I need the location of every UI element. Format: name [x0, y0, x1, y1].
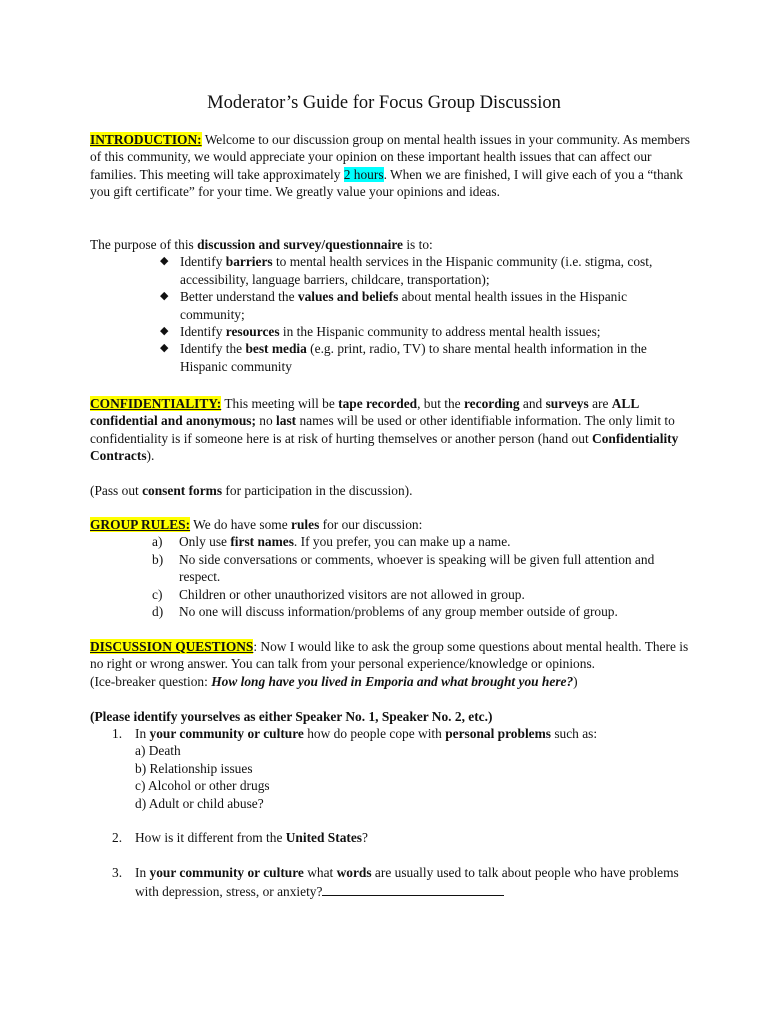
introduction-text: Welcome to our discussion group on mental health issues in your community. As members of this community, we would appreciate your opinion on these important health issues that can affect our families. This meeting will take approximately — [90, 132, 690, 182]
text: In — [135, 726, 150, 742]
purpose-lead-bold: discussion and survey/questionnaire — [197, 237, 403, 252]
bold-text: consent forms — [142, 483, 223, 498]
text: , but the — [417, 396, 464, 411]
text: and — [519, 396, 546, 411]
text: We do have some — [190, 517, 292, 532]
consent-section — [90, 482, 690, 499]
item-bold: first names — [230, 534, 294, 550]
question-number: 2. — [112, 830, 123, 846]
bold-text: tape recorded — [338, 396, 418, 411]
text: such as: — [550, 726, 598, 742]
sub-item: c) Alcohol or other drugs — [135, 778, 270, 794]
bold-text: surveys — [545, 396, 589, 411]
discussion-section — [90, 638, 690, 900]
question-item — [90, 864, 690, 900]
bold-text: last — [276, 413, 297, 429]
item-text: No side conversations or comments, whoever is speaking will be given full attention and respect. — [179, 551, 655, 585]
item-text: No one will discuss information/problems of any group member outside of group. — [179, 604, 618, 620]
bold-text: your community or culture — [149, 865, 304, 881]
consent-paragraph — [90, 482, 690, 499]
item-text: to mental health services in the Hispanic community (i.e. stigma, cost, accessibility, language barriers, childcare, transportation); — [180, 254, 653, 287]
icebreaker-question: How long have you lived in Emporia and what brought you here? — [211, 673, 574, 689]
list-item — [90, 323, 690, 340]
answer-blank[interactable] — [322, 882, 504, 896]
item-text: in the Hispanic community to address mental health issues; — [279, 324, 601, 340]
item-text: . If you prefer, you can make up a name. — [293, 534, 511, 550]
page-title: Moderator’s Guide for Focus Group Discussion — [207, 93, 561, 113]
diamond-bullet-icon: ◆ — [160, 255, 169, 268]
item-text: (e.g. print, radio, TV) to share mental health information in the Hispanic community — [180, 341, 647, 374]
purpose-lead-end: is to: — [402, 237, 433, 252]
list-item — [90, 586, 690, 603]
item-bold: resources — [225, 324, 280, 340]
text: This meeting will be — [221, 396, 339, 411]
duration-highlight: 2 hours — [343, 166, 384, 182]
text: (Ice-breaker question: — [90, 673, 212, 689]
list-item — [90, 603, 690, 620]
purpose-list — [90, 253, 690, 375]
bold-text: (Please identify yourselves as either Speaker No. 1, Speaker No. 2, etc.) — [90, 708, 493, 724]
item-text: Identify — [180, 254, 226, 270]
diamond-bullet-icon: ◆ — [160, 290, 169, 303]
question-item — [90, 725, 690, 829]
list-item — [90, 551, 690, 586]
diamond-bullet-icon: ◆ — [160, 325, 169, 338]
question-item — [90, 829, 690, 864]
list-item — [90, 340, 690, 375]
item-text: Children or other unauthorized visitors are not allowed in group. — [179, 586, 525, 602]
list-item — [90, 288, 690, 323]
purpose-lead-text: The purpose of this — [90, 237, 198, 252]
sub-item: a) Death — [135, 743, 181, 759]
text: are usually used to talk about people who have problems with depression, stress, or anxiety? — [135, 865, 679, 899]
question-number: 1. — [112, 726, 123, 742]
text: ? — [362, 830, 368, 846]
list-marker: c) — [152, 586, 163, 602]
item-text: Identify — [180, 324, 226, 340]
text: How is it different from the — [135, 830, 286, 846]
sub-item: b) Relationship issues — [135, 760, 253, 776]
speaker-instructions — [90, 708, 690, 725]
text: for our discussion: — [319, 517, 423, 532]
item-bold: best media — [245, 341, 307, 357]
diamond-bullet-icon: ◆ — [160, 342, 169, 355]
discussion-intro — [90, 638, 690, 673]
bold-text: rules — [291, 517, 320, 532]
purpose-section — [90, 236, 690, 375]
confidentiality-heading: CONFIDENTIALITY: — [90, 396, 222, 411]
list-marker: a) — [152, 534, 163, 550]
item-text: Identify the — [180, 341, 246, 357]
text: how do people cope with — [303, 726, 446, 742]
purpose-lead — [90, 236, 690, 253]
bold-text: United States — [285, 830, 363, 846]
group-rules-list — [90, 533, 690, 620]
bold-text: recording — [463, 396, 520, 411]
bold-text: personal problems — [445, 726, 551, 742]
text: are — [588, 396, 612, 411]
group-rules-heading: GROUP RULES: — [90, 517, 191, 532]
confidentiality-paragraph — [90, 395, 690, 465]
bold-text: Confidentiality Contracts — [90, 430, 679, 464]
list-marker: b) — [152, 551, 164, 567]
question-list — [90, 725, 690, 900]
list-item — [90, 533, 690, 550]
text: no — [255, 413, 277, 429]
introduction-paragraph — [90, 131, 690, 201]
text: ) — [573, 673, 578, 689]
discussion-heading: DISCUSSION QUESTIONS — [90, 639, 254, 654]
list-item — [90, 253, 690, 288]
item-bold: barriers — [225, 254, 273, 270]
bold-text: ALL confidential and anonymous; — [90, 396, 639, 429]
bold-text: your community or culture — [149, 726, 304, 742]
text: what — [303, 865, 337, 881]
introduction-section — [90, 131, 690, 201]
introduction-heading: INTRODUCTION: — [90, 132, 202, 147]
question-number: 3. — [112, 865, 123, 881]
text: : Now I would like to ask the group some questions about mental health. There is no right or wrong answer. You can talk from your personal experience/knowledge or opinions. — [90, 639, 689, 672]
list-marker: d) — [152, 604, 164, 620]
text: ). — [146, 448, 155, 464]
item-text: about mental health issues in the Hispanic community; — [180, 289, 628, 322]
bold-text: words — [336, 865, 372, 881]
text: names will be used or other identifiable information. The only limit to confidentiality is if someone here is at risk of hurting themselves or another person (hand out — [90, 413, 675, 446]
icebreaker — [90, 673, 690, 690]
text: In — [135, 865, 150, 881]
confidentiality-section — [90, 395, 690, 465]
group-rules-section — [90, 516, 690, 620]
item-text: Only use — [179, 534, 231, 550]
item-text: Better understand the — [180, 289, 298, 305]
sub-item: d) Adult or child abuse? — [135, 795, 264, 811]
introduction-text-end: . When we are finished, I will give each of you a “thank you gift certificate” for your time. We greatly value your opinions and ideas. — [90, 166, 684, 200]
item-bold: values and beliefs — [297, 289, 399, 305]
text: (Pass out — [90, 483, 143, 498]
text: for participation in the discussion). — [222, 483, 413, 498]
group-rules-lead — [90, 516, 690, 533]
